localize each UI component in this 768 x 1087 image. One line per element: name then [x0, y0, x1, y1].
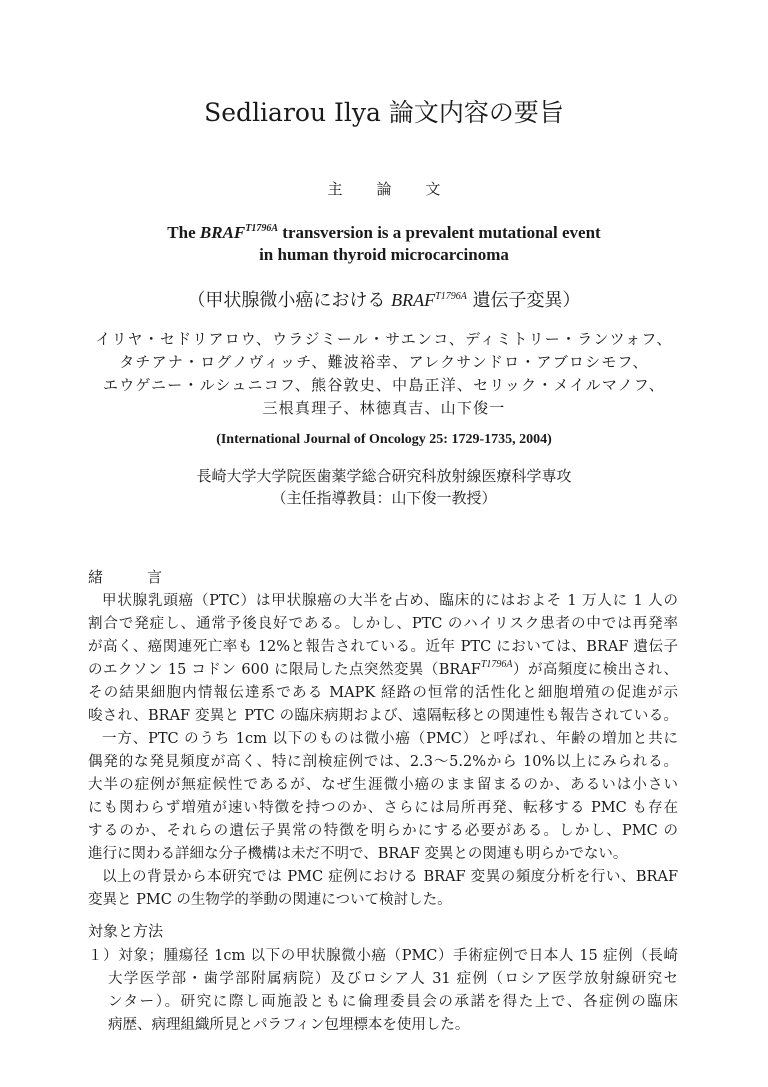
section-heading-methods: 対象と方法	[88, 922, 164, 940]
methods-line-4: 病歴、病理組織所見とパラフィン包埋標本を使用した。	[108, 1017, 470, 1033]
intro-line-4-mutation: T1796A	[480, 659, 513, 670]
japanese-title-close: 遺伝子変異）	[472, 290, 581, 311]
authors-line-2: タチアナ・ログノヴィッチ、難波裕幸、アレクサンドロ・アブロシモフ、	[119, 353, 649, 371]
intro-line-6: 唆され、BRAF 変異と PTC の臨床病期および、遠隔転移との関連性も報告されている。	[88, 708, 678, 724]
intro-line-3: が高く、癌関連死亡率も 12%と報告されている。近年 PTC においては、BRAF 遺伝子	[88, 639, 678, 655]
english-title-rest: transversion is a prevalent mutational event	[282, 223, 601, 242]
section-heading-introduction	[88, 566, 162, 587]
intro-line-13: 以上の背景から本研究では PMC 症例における BRAF 変異の頻度分析を行い、BRAF	[102, 869, 678, 885]
authors-line-3: エウゲニー・ルシュニコフ、熊谷敦史、中島正洋、セリック・メイルマノフ、	[103, 376, 665, 394]
methods-line-1: １）対象；腫瘍径 1cm 以下の甲状腺微小癌（PMC）手術症例で日本人 15 症例（長崎	[88, 948, 678, 964]
english-title-line-1	[0, 223, 768, 243]
japanese-title-open: （甲状腺微小癌における	[187, 290, 386, 311]
thesis-type-label	[0, 178, 768, 199]
english-title-the: The	[167, 223, 196, 242]
thesis-type-char-1: 主	[327, 180, 343, 198]
intro-heading-char-1: 緒	[88, 568, 104, 586]
japanese-title	[0, 286, 768, 312]
intro-line-2: 割合で発症し、通常予後良好である。しかし、PTC のハイリスク患者の中では再発率	[88, 616, 678, 632]
english-title-gene-mutation: T1796A	[245, 223, 279, 234]
authors-line-1: イリヤ・セドリアロウ、ウラジミール・サエンコ、ディミトリー・ランツォフ、	[95, 330, 673, 348]
intro-line-14: 変異と PMC の生物学的挙動の関連について検討した。	[88, 892, 452, 908]
english-title-gene: BRAF	[199, 223, 246, 242]
intro-line-1: 甲状腺乳頭癌（PTC）は甲状腺癌の大半を占め、臨床的にはおよそ 1 万人に 1 人の	[102, 593, 678, 609]
intro-line-9: 大半の症例が無症候性であるが、なぜ生涯微小癌のまま留まるのか、あるいは小さい	[88, 777, 678, 793]
page-title: Sedliarou Ilya 論文内容の要旨	[204, 98, 564, 127]
intro-line-4-end: ）が高頻度に検出され、	[512, 662, 678, 678]
japanese-title-gene-mutation: T1796A	[435, 291, 467, 302]
supervisor: （主任指導教員：山下俊一教授）	[271, 489, 497, 507]
intro-line-10: にも関わらず増殖が速い特徴を持つのか、さらには局所再発、転移する PMC も存在	[88, 800, 678, 816]
intro-line-11: するのか、それらの遺伝子異常の特徴を明らかにする必要がある。しかし、PMC の	[88, 823, 678, 839]
intro-line-5: その結果細胞内情報伝達系である MAPK 経路の恒常的活性化と細胞増殖の促進が示	[88, 685, 678, 701]
intro-heading-char-2: 言	[147, 568, 163, 586]
journal-citation: (International Journal of Oncology 25: 1729-1735, 2004)	[216, 432, 552, 447]
thesis-type-char-3: 文	[425, 180, 441, 198]
methods-line-2: 大学医学部・歯学部附属病院）及びロシア人 31 症例（ロシア医学放射線研究セ	[108, 971, 678, 987]
intro-line-8: 偶発的な発見頻度が高く、特に剖検症例では、2.3～5.2%から 10%以上にみられる。	[88, 754, 678, 770]
intro-line-7: 一方、PTC のうち 1cm 以下のものは微小癌（PMC）と呼ばれ、年齢の増加と共に	[102, 731, 678, 747]
intro-line-4	[88, 658, 678, 679]
authors-line-4: 三根真理子、林徳真吉、山下俊一	[262, 399, 506, 417]
japanese-title-gene: BRAF	[391, 290, 436, 310]
english-title-line-2: in human thyroid microcarcinoma	[259, 245, 509, 264]
intro-line-12: 進行に関わる詳細な分子機構は未だ不明で、BRAF 変異との関連も明らかでない。	[88, 846, 628, 862]
affiliation: 長崎大学大学院医歯薬学総合研究科放射線医療科学専攻	[196, 467, 572, 485]
intro-line-4-text: のエクソン 15 コドン 600 に限局した点突然変異（BRAF	[88, 662, 481, 678]
thesis-type-char-2: 論	[376, 180, 392, 198]
methods-line-3: ンター）。研究に際し両施設ともに倫理委員会の承諾を得た上で、各症例の臨床	[108, 994, 678, 1010]
